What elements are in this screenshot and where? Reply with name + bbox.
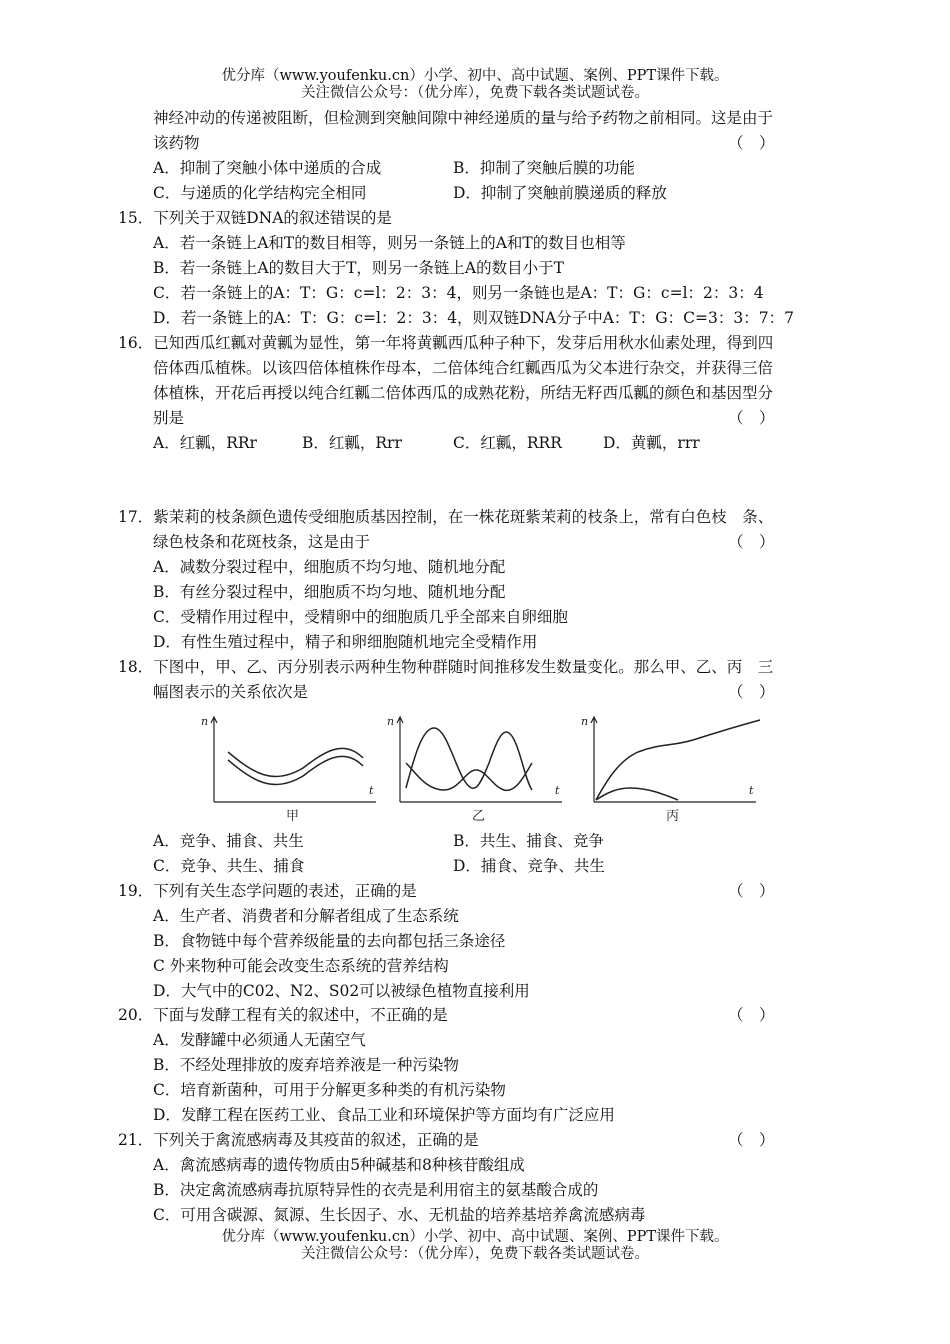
q21-option-b: B．决定禽流感病毒抗原特异性的衣壳是利用宿主的氨基酸合成的 xyxy=(153,1181,599,1199)
graph-jia-x-label: t xyxy=(369,784,374,797)
graph-yi-svg xyxy=(384,708,574,826)
q14-stem-line-1: 神经冲动的传递被阻断，但检测到突触间隙中神经递质的量与给予药物之前相同。这是由于 xyxy=(153,109,774,127)
q19-option-d: D．大气中的C02、N2、S02可以被绿色植物直接利用 xyxy=(153,982,530,1000)
q16-stem-line-3: 体植株，开花后再授以纯合红瓤二倍体西瓜的成熟花粉，所结无籽西瓜瓤的颜色和基因型分 xyxy=(153,384,774,402)
q21-option-c: C．可用含碳源、氮源、生长因子、水、无机盐的培养基培养禽流感病毒 xyxy=(153,1206,646,1224)
q18-stem-line-1: 18．下图中，甲、乙、丙分别表示两种生物种群随时间推移发生数量变化。那么甲、乙、丙 三 xyxy=(118,658,774,676)
q16-option-c: C．红瓤，RRR xyxy=(453,434,562,452)
q18-stem-line-2: 幅图表示的关系依次是 xyxy=(153,683,309,701)
q14-option-b: B．抑制了突触后膜的功能 xyxy=(453,159,635,177)
q16-option-b: B．红瓤，Rrr xyxy=(302,434,402,452)
q18-option-c: C．竞争、共生、捕食 xyxy=(153,857,305,875)
q19-option-b: B．食物链中每个营养级能量的去向都包括三条途径 xyxy=(153,932,506,950)
graph-yi-caption: 乙 xyxy=(472,809,486,824)
q15-option-c: C．若一条链上的A：T：G：c=l：2：3：4，则另一条链也是A：T：G：c=l：2：3：4 xyxy=(153,284,764,302)
graph-bing-caption: 丙 xyxy=(666,809,680,824)
graph-jia xyxy=(198,708,388,826)
graph-jia-y-label: n xyxy=(201,715,209,728)
graph-bing-x-label: t xyxy=(749,784,754,797)
q18-option-a: A．竞争、捕食、共生 xyxy=(153,832,304,850)
q16-option-a: A．红瓤，RRr xyxy=(153,434,257,452)
graph-bing-curve-2 xyxy=(596,788,678,800)
q14-answer-paren: （ ） xyxy=(728,134,775,152)
q16-stem-line-4: 别是 xyxy=(153,409,185,427)
q20-option-b: B．不经处理排放的废弃培养液是一种污染物 xyxy=(153,1056,459,1074)
q17-option-a: A．减数分裂过程中，细胞质不均匀地、随机地分配 xyxy=(153,558,506,576)
header-line-1: 优分库（www.youfenku.cn）小学、初中、高中试题、案例、PPT课件下载。 xyxy=(221,68,729,84)
q17-stem-line-2: 绿色枝条和花斑枝条，这是由于 xyxy=(153,533,371,551)
graph-yi-curve-1 xyxy=(406,728,532,790)
q14-option-d: D．抑制了突触前膜递质的释放 xyxy=(453,184,667,202)
q18-option-b: B．共生、捕食、竞争 xyxy=(453,832,604,850)
footer-line-1: 优分库（www.youfenku.cn）小学、初中、高中试题、案例、PPT课件下载。 xyxy=(221,1229,729,1245)
q19-option-a: A．生产者、消费者和分解者组成了生态系统 xyxy=(153,907,459,925)
graph-jia-curve-1 xyxy=(228,748,363,776)
graph-bing-svg xyxy=(578,708,768,826)
q20-answer-paren: （ ） xyxy=(728,1006,775,1024)
q16-stem-line-1: 16．已知西瓜红瓤对黄瓤为显性，第一年将黄瓤西瓜种子种下，发芽后用秋水仙素处理，得到四 xyxy=(118,334,774,352)
q19-answer-paren: （ ） xyxy=(728,882,775,900)
graph-bing-curve-1 xyxy=(596,720,760,800)
q20-option-d: D．发酵工程在医药工业、食品工业和环境保护等方面均有广泛应用 xyxy=(153,1106,615,1124)
q18-answer-paren: （ ） xyxy=(728,683,775,701)
q17-answer-paren: （ ） xyxy=(728,533,775,551)
graph-bing xyxy=(578,708,768,826)
q21-stem: 21．下列关于禽流感病毒及其疫苗的叙述，正确的是 xyxy=(118,1131,479,1149)
q17-option-c: C．受精作用过程中，受精卵中的细胞质几乎全部来自卵细胞 xyxy=(153,608,568,626)
q17-option-d: D．有性生殖过程中，精子和卵细胞随机地完全受精作用 xyxy=(153,633,538,651)
q16-option-d: D．黄瓤，rrr xyxy=(603,434,700,452)
q14-stem-line-2: 该药物 xyxy=(153,134,200,152)
q17-stem-line-1: 17．紫茉莉的枝条颜色遗传受细胞质基因控制，在一株花斑紫茉莉的枝条上，常有白色枝 条、 xyxy=(118,508,774,526)
graph-yi-x-label: t xyxy=(555,784,560,797)
page-header xyxy=(0,68,950,102)
graph-yi xyxy=(384,708,574,826)
page-footer xyxy=(0,1229,950,1263)
q19-stem: 19．下列有关生态学问题的表述，正确的是 xyxy=(118,882,417,900)
footer-line-2: 关注微信公众号：（优分库），免费下载各类试题试卷。 xyxy=(301,1246,649,1262)
q14-option-c: C．与递质的化学结构完全相同 xyxy=(153,184,367,202)
q16-stem-line-2: 倍体西瓜植株。以该四倍体植株作母本，二倍体纯合红瓤西瓜为父本进行杂交，并获得三倍 xyxy=(153,359,774,377)
q15-stem: 15．下列关于双链DNA的叙述错误的是 xyxy=(118,209,392,227)
graph-jia-curve-2 xyxy=(228,756,363,784)
q16-answer-paren: （ ） xyxy=(728,409,775,427)
q20-option-c: C．培育新菌种，可用于分解更多种类的有机污染物 xyxy=(153,1081,506,1099)
graph-jia-caption: 甲 xyxy=(286,809,300,824)
q21-option-a: A．禽流感病毒的遗传物质由5种碱基和8种核苷酸组成 xyxy=(153,1156,525,1174)
q18-option-d: D．捕食、竞争、共生 xyxy=(453,857,605,875)
q17-option-b: B．有丝分裂过程中，细胞质不均匀地、随机地分配 xyxy=(153,583,506,601)
q15-option-d: D．若一条链上的A：T：G：c=l：2：3：4，则双链DNA分子中A：T：G：C=3：3：7：7 xyxy=(153,309,794,327)
q21-answer-paren: （ ） xyxy=(728,1131,775,1149)
q19-option-c: C 外来物种可能会改变生态系统的营养结构 xyxy=(153,957,449,975)
graph-yi-y-label: n xyxy=(387,715,395,728)
q15-option-a: A．若一条链上A和T的数目相等，则另一条链上的A和T的数目也相等 xyxy=(153,234,626,252)
header-line-2: 关注微信公众号：（优分库），免费下载各类试题试卷。 xyxy=(301,85,649,101)
q15-option-b: B．若一条链上A的数目大于T，则另一条链上A的数目小于T xyxy=(153,259,564,277)
graph-jia-svg xyxy=(198,708,388,826)
q20-stem: 20．下面与发酵工程有关的叙述中，不正确的是 xyxy=(118,1006,448,1024)
q14-option-a: A．抑制了突触小体中递质的合成 xyxy=(153,159,382,177)
graph-bing-y-label: n xyxy=(581,715,589,728)
q20-option-a: A．发酵罐中必须通人无菌空气 xyxy=(153,1031,366,1049)
